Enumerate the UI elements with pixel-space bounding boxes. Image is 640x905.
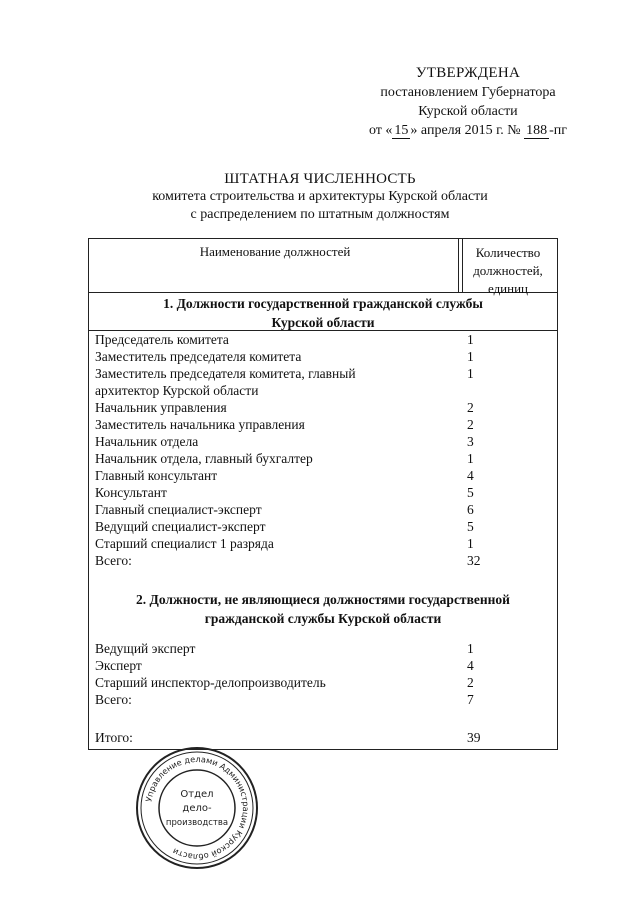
column-header-name: Наименование должностей xyxy=(199,244,351,259)
col-qty-line-3: единиц xyxy=(487,281,529,296)
number-suffix: -пг xyxy=(549,123,568,138)
approval-heading: УТВЕРЖДЕНА xyxy=(415,65,521,81)
approval-line-1: постановлением Губернатора xyxy=(380,85,556,100)
date-middle: » апреля 2015 г. № xyxy=(410,123,521,138)
approval-number: 188 xyxy=(526,123,548,138)
section-2-line-1: 2. Должности, не являющиеся должностями государственной xyxy=(136,592,510,607)
date-prefix: от « xyxy=(368,123,393,138)
approval-date-line xyxy=(348,121,588,140)
section-1-line-1: 1. Должности государственной гражданской службы xyxy=(163,296,483,311)
header-divider xyxy=(458,238,459,292)
seal-inner-line-2: дело- xyxy=(182,803,212,814)
approval-day: 15 xyxy=(394,123,409,138)
section-2-heading xyxy=(92,590,554,628)
col-qty-line-1: Количество xyxy=(475,245,541,260)
seal-inner-line-3: производства xyxy=(165,818,229,828)
section-1-heading xyxy=(92,294,554,332)
section-1-line-2: Курской области xyxy=(271,315,375,330)
seal-ring-text: Управление делами Администрации Курской области xyxy=(143,753,252,863)
approval-line-2: Курской области xyxy=(418,104,518,119)
column-header-quantity xyxy=(462,244,554,298)
title-sub-1: комитета строительства и архитектуры Курской области xyxy=(152,189,488,204)
approval-block xyxy=(348,64,588,140)
section-2-line-2: гражданской службы Курской области xyxy=(204,611,442,626)
title-sub-2: с распределением по штатным должностям xyxy=(190,207,450,222)
official-seal xyxy=(134,745,260,871)
seal-inner-line-1: Отдел xyxy=(180,789,214,800)
title-main: ШТАТНАЯ ЧИСЛЕННОСТЬ xyxy=(224,171,416,187)
col-qty-line-2: должностей, xyxy=(473,263,543,278)
document-title xyxy=(0,170,640,224)
